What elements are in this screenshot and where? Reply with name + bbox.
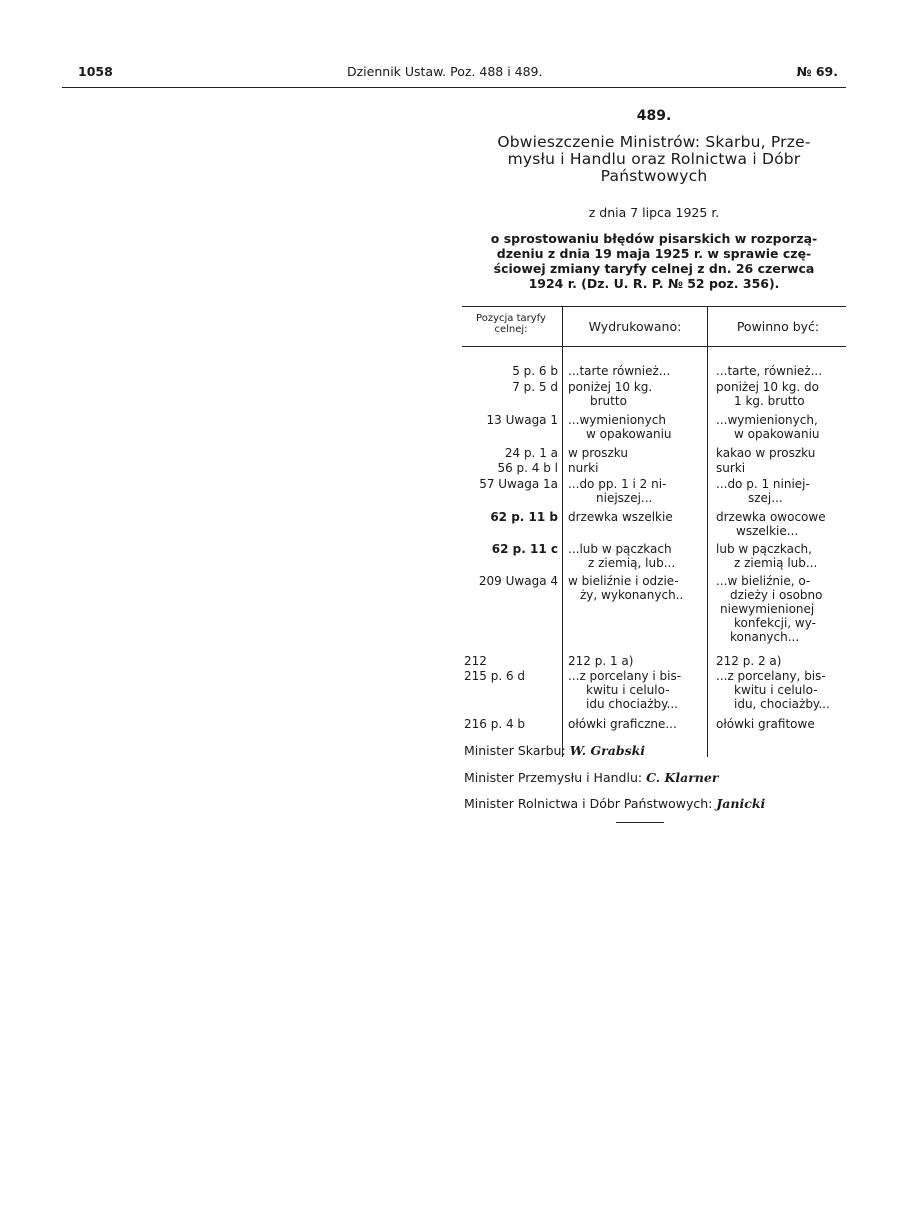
printed-line: z ziemią, lub... xyxy=(588,556,676,570)
table-row-printed xyxy=(568,574,700,602)
printed-line: drzewka wszelkie xyxy=(568,510,673,524)
article-number: 489. xyxy=(636,108,672,124)
table-row-correct xyxy=(716,654,848,668)
end-rule xyxy=(616,822,664,823)
printed-line: poniżej 10 kg. xyxy=(568,380,653,394)
issue-number: № 69. xyxy=(796,64,838,79)
table-row-position: 57 Uwaga 1a xyxy=(479,477,558,491)
table-row-printed xyxy=(568,542,700,570)
printed-line: w bieliźnie i odzie- xyxy=(568,574,679,588)
signature-line xyxy=(464,743,645,758)
correct-line: w opakowaniu xyxy=(734,427,820,441)
correct-line: 212 p. 2 a) xyxy=(716,654,782,668)
printed-line: ...tarte również... xyxy=(568,364,671,378)
correct-line: ...tarte, również... xyxy=(716,364,823,378)
page-number: 1058 xyxy=(78,64,113,79)
column-header-position-line: Pozycja taryfy xyxy=(476,313,546,324)
signature-role: Minister Skarbu: xyxy=(464,743,566,758)
printed-line: ...z porcelany i bis- xyxy=(568,669,682,683)
table-row-correct xyxy=(716,413,848,441)
correct-line: ...z porcelany, bis- xyxy=(716,669,826,683)
column-header-printed: Wydrukowano: xyxy=(588,319,682,334)
table-divider xyxy=(562,307,563,757)
table-row-position: 56 p. 4 b l xyxy=(497,461,558,475)
table-row-correct xyxy=(716,717,848,731)
table-divider xyxy=(707,307,708,757)
article-date: z dnia 7 lipca 1925 r. xyxy=(588,205,720,220)
correct-line: kakao w proszku xyxy=(716,446,816,460)
table-row-position: 13 Uwaga 1 xyxy=(486,413,558,427)
signature-role: Minister Rolnictwa i Dóbr Państwowych: xyxy=(464,796,713,811)
table-row-printed xyxy=(568,413,700,441)
printed-line: ołówki graficzne... xyxy=(568,717,677,731)
correct-line: surki xyxy=(716,461,746,475)
table-row-correct xyxy=(716,669,848,711)
printed-line: ...wymienionych xyxy=(568,413,666,427)
correct-line: ...do p. 1 niniej- xyxy=(716,477,810,491)
printed-line: brutto xyxy=(590,394,627,408)
title-line: Obwieszczenie Ministrów: Skarbu, Prze- xyxy=(497,133,811,151)
column-header-should-be: Powinno być: xyxy=(736,319,820,334)
table-row-correct xyxy=(716,542,848,570)
printed-line: niejszej... xyxy=(596,491,653,505)
table-row-position: 212 xyxy=(464,654,487,668)
correct-line: ...wymienionych, xyxy=(716,413,818,427)
correct-line: idu, chociażby... xyxy=(734,697,830,711)
column-header-position-line: celnej: xyxy=(494,324,528,335)
subject-line: 1924 r. (Dz. U. R. P. № 52 poz. 356). xyxy=(528,276,780,291)
correct-line: konfekcji, wy- xyxy=(734,616,816,630)
title-line: mysłu i Handlu oraz Rolnictwa i Dóbr xyxy=(507,150,801,168)
table-row-printed xyxy=(568,364,700,378)
signature-role: Minister Przemysłu i Handlu: xyxy=(464,770,643,785)
table-row-position: 62 p. 11 c xyxy=(491,542,558,556)
table-row-position: 62 p. 11 b xyxy=(490,510,558,524)
correct-line: z ziemią lub... xyxy=(734,556,818,570)
table-row-position: 215 p. 6 d xyxy=(464,669,526,683)
correct-line: kwitu i celulo- xyxy=(734,683,818,697)
correct-line: dzieży i osobno xyxy=(730,588,823,602)
correct-line: szej... xyxy=(748,491,783,505)
table-row-correct xyxy=(716,364,848,378)
title-line: Państwowych xyxy=(600,167,708,185)
printed-line: ...lub w pączkach xyxy=(568,542,672,556)
table-row-correct xyxy=(716,380,848,408)
table-row-correct xyxy=(716,446,848,460)
table-row-position: 216 p. 4 b xyxy=(464,717,526,731)
page-header xyxy=(62,64,846,84)
subject-line: ściowej zmiany taryfy celnej z dn. 26 czerwca xyxy=(493,261,815,276)
table-row-printed xyxy=(568,461,700,475)
signature-name: W. Grabski xyxy=(569,743,646,758)
table-row-correct xyxy=(716,477,848,505)
table-row-correct xyxy=(716,510,848,538)
subject-line: o sprostowaniu błędów pisarskich w rozporzą- xyxy=(490,231,818,246)
table-row-printed xyxy=(568,446,700,460)
correct-line: drzewka owocowe xyxy=(716,510,826,524)
table-row-position: 7 p. 5 d xyxy=(512,380,558,394)
table-row-printed xyxy=(568,477,700,505)
printed-line: ...do pp. 1 i 2 ni- xyxy=(568,477,667,491)
correct-line: ...w bieliźnie, o- xyxy=(716,574,811,588)
table-row-position: 5 p. 6 b xyxy=(512,364,558,378)
correct-line: ołówki grafitowe xyxy=(716,717,815,731)
table-row-correct xyxy=(716,574,848,644)
table-row-printed xyxy=(568,669,700,711)
printed-line: nurki xyxy=(568,461,599,475)
subject-line: dzeniu z dnia 19 maja 1925 r. w sprawie czę- xyxy=(496,246,812,261)
table-top-rule xyxy=(462,306,846,307)
header-rule xyxy=(62,87,846,88)
printed-line: w opakowaniu xyxy=(586,427,672,441)
printed-line: idu chociażby... xyxy=(586,697,678,711)
table-row-printed xyxy=(568,380,700,408)
correct-line: wszelkie... xyxy=(736,524,799,538)
signature-line xyxy=(464,796,765,811)
signature-name: C. Klarner xyxy=(646,770,719,785)
table-row-printed xyxy=(568,510,700,524)
correct-line: lub w pączkach, xyxy=(716,542,812,556)
article-title xyxy=(462,134,846,185)
printed-line: ży, wykonanych.. xyxy=(580,588,684,602)
table-row-correct xyxy=(716,461,848,475)
running-title: Dziennik Ustaw. Poz. 488 i 489. xyxy=(347,64,543,79)
signature-line xyxy=(464,770,718,785)
printed-line: 212 p. 1 a) xyxy=(568,654,634,668)
table-row-position: 24 p. 1 a xyxy=(504,446,558,460)
printed-line: kwitu i celulo- xyxy=(586,683,670,697)
correct-line: konanych... xyxy=(730,630,800,644)
column-header-position xyxy=(462,313,560,335)
table-header-rule xyxy=(462,346,846,347)
table-row-printed xyxy=(568,654,700,668)
correct-line: niewymienionej xyxy=(720,602,815,616)
signature-name: Janicki xyxy=(716,796,766,811)
correct-line: 1 kg. brutto xyxy=(734,394,805,408)
printed-line: w proszku xyxy=(568,446,628,460)
table-row-position: 209 Uwaga 4 xyxy=(478,574,558,588)
correct-line: poniżej 10 kg. do xyxy=(716,380,819,394)
table-row-printed xyxy=(568,717,700,731)
article-subject xyxy=(462,231,846,291)
